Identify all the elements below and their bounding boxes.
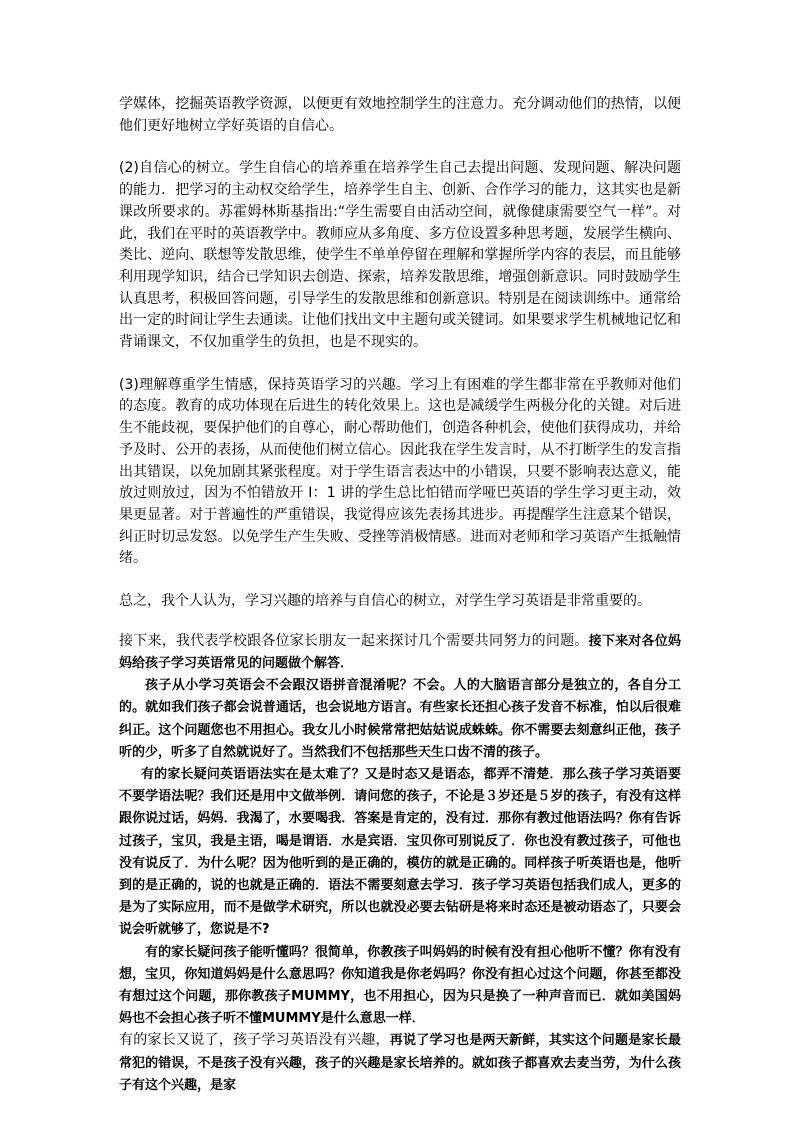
qa-confusion: 孩子从小学习英语会不会跟汉语拼音混淆呢？不会。人的大脑语言部分是独立的，各自分工的。就如我们孩子都会说普通话，也会说地方语言。有些家长还担心孩子发音不标准，怕以后很难纠正。这个问题您也不用担心。我女儿小时候常常把姑姑说成蛛蛛。你不需要去刻意纠正他，孩子听的少，听多了自然就说好了。当然我们不包括那些天生口齿不清的孩子。 <box>119 678 681 760</box>
qa-understanding: 有的家长疑问孩子能听懂吗？很简单，你教孩子叫妈妈的时候有没有担心他听不懂？你有没有想，宝贝，你知道妈妈是什么意思吗？你知道我是你老妈吗？你没有担心过这个问题，你甚至都没有想过这个问题，那你教孩子MUMMY，也不用担心，因为只是换了一种声音而已．就如美国妈妈也不会担心孩子听不懂MUMMY是什么意思一样． <box>119 944 681 1027</box>
transition-normal-text: 接下来，我代表学校跟各位家长朋友一起来探讨几个需要共同努力的问题。 <box>119 632 589 649</box>
paragraph-summary: 总之，我个人认为，学习兴趣的培养与自信心的树立，对学生学习英语是非常重要的。 <box>119 593 651 610</box>
paragraph-intro: 学媒体，挖掘英语教学资源，以便更有效地控制学生的注意力。充分调动他们的热情，以便他们更好地树立学好英语的自信心。 <box>119 96 681 134</box>
transition-bold-text: 接下来对各位妈妈给孩子学习英语常见的问题做个解答． <box>119 633 681 671</box>
qa-grammar: 有的家长疑问英语语法实在是太难了？又是时态又是语态，都弄不清楚．那么孩子学习英语要不要学语法呢？我们还是用中文做举例．请问您的孩子，不论是３岁还是５岁的孩子，有没有这样跟你说过话，妈妈．我渴了，水要喝我．答案是肯定的，没有过．那你有教过他语法吗？你有告诉过孩子，宝贝，我是主语，喝是谓语．水是宾语．宝贝你可别说反了．你也没有教过孩子，可他也没有说反了．为什么呢？因为他听到的是正确的，模仿的就是正确的。同样孩子听英语也是，他听到的是正确的，说的也就是正确的．语法不需要刻意去学习．孩子学习英语包括我们成人，更多的是为了实际应用，而不是做学术研究，所以也就没必要去钻研是将来时态还是被动语态了，只要会说会听就够了，您说是不? <box>119 766 681 938</box>
paragraph-emotion: (3)理解尊重学生情感，保持英语学习的兴趣。学习上有困难的学生都非常在乎教师对他们的态度。教育的成功体现在后进生的转化效果上。这也是减缓学生两极分化的关键。对后进生不能歧视，要保护他们的自尊心，耐心帮助他们，创造各种机会，使他们获得成功，并给予及时、公开的表扬，从而使他们树立信心。因此我在学生发言时，从不打断学生的发言指出其错误，以免加剧其紧张程度。对于学生语言表达中的小错误，只要不影响表达意义，能放过则放过，因为不怕错放开 I：1 讲的学生总比怕错而学哑巴英语的学生学习更主动，效果更显著。对于普遍性的严重错误，我觉得应该先表扬其进步。再提醒学生注意某个错误，纠正时切忌发怒。以免学生产生失败、受挫等消极情感。进而对老师和学习英语产生抵触情绪。 <box>119 376 681 567</box>
interest-bold-text: 再说了学习也是两天新鲜，其实这个问题是家长最常犯的错误，不是孩子没有兴趣，孩子的兴趣是家长培养的。就如孩子都喜欢去麦当劳，为什么孩子有这个兴趣，是家 <box>119 1033 681 1093</box>
interest-normal-text: 有的家长又说了，孩子学习英语没有兴趣， <box>119 1032 390 1049</box>
document-page <box>119 94 681 1097</box>
paragraph-transition <box>119 631 681 675</box>
paragraph-confidence: (2)自信心的树立。学生自信心的培养重在培养学生自己去提出问题、发现问题、解决问题的能力．把学习的主动权交给学生，培养学生自主、创新、合作学习的能力，这其实也是新课改所要求的。苏霍姆林斯基指出:“学生需要自由活动空间，就像健康需要空气一样”。对此，我们在平时的英语教学中。教师应从多角度、多方位设置多种思考题，发展学生横向、类比、逆向、联想等发散思维，使学生不单单停留在理解和掌握所学内容的表层，而且能够利用现学知识，结合已学知识去创造、探索，培养发散思维，增强创新意识。同时鼓励学生认真思考，积极回答问题，引导学生的发散思维和创新意识。特别是在阅读训练中。通常给出一定的时间让学生去通读。让他们找出文中主题句或关键词。如果要求学生机械地记忆和背诵课文，不仅加重学生的负担，也是不现实的。 <box>119 160 681 351</box>
qa-interest <box>119 1030 681 1097</box>
